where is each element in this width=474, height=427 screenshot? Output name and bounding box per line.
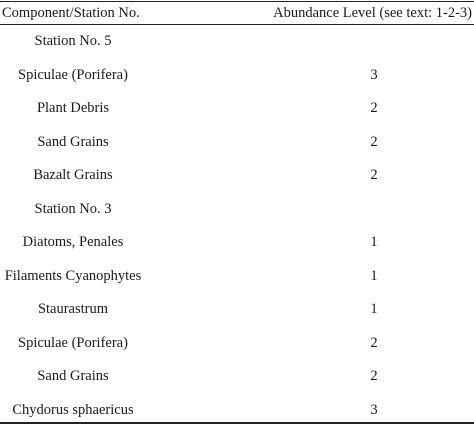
row-abundance: 2 (346, 368, 402, 385)
row-abundance: 2 (346, 335, 402, 352)
row-abundance: 2 (346, 134, 402, 151)
table-row (0, 25, 474, 59)
table-body (0, 25, 474, 427)
table-bottom-rule (0, 422, 474, 424)
row-component: Sand Grains (0, 134, 146, 151)
table-row (0, 327, 474, 361)
row-component: Bazalt Grains (0, 167, 146, 184)
header-abundance: Abundance Level (see text: 1-2-3) (273, 5, 472, 22)
row-component: Spiculae (Porifera) (0, 67, 146, 84)
row-component: Station No. 3 (0, 201, 146, 218)
table-row (0, 360, 474, 394)
row-abundance: 3 (346, 402, 402, 419)
table-row (0, 260, 474, 294)
table-row (0, 226, 474, 260)
row-abundance: 1 (346, 268, 402, 285)
table-row (0, 159, 474, 193)
row-component: Diatoms, Penales (0, 234, 146, 251)
row-abundance: 2 (346, 100, 402, 117)
table-row (0, 59, 474, 93)
table-row (0, 92, 474, 126)
row-abundance: 2 (346, 167, 402, 184)
table-header (0, 2, 474, 24)
row-component: Chydorus sphaericus (0, 402, 146, 419)
table-row (0, 126, 474, 160)
row-abundance: 3 (346, 67, 402, 84)
row-component: Plant Debris (0, 100, 146, 117)
table-row (0, 293, 474, 327)
row-component: Spiculae (Porifera) (0, 335, 146, 352)
row-abundance: 1 (346, 301, 402, 318)
table-row (0, 193, 474, 227)
row-component: Sand Grains (0, 368, 146, 385)
row-abundance: 1 (346, 234, 402, 251)
header-component: Component/Station No. (2, 5, 140, 22)
row-component: Filaments Cyanophytes (0, 268, 146, 285)
row-component: Station No. 5 (0, 33, 146, 50)
row-component: Staurastrum (0, 301, 146, 318)
